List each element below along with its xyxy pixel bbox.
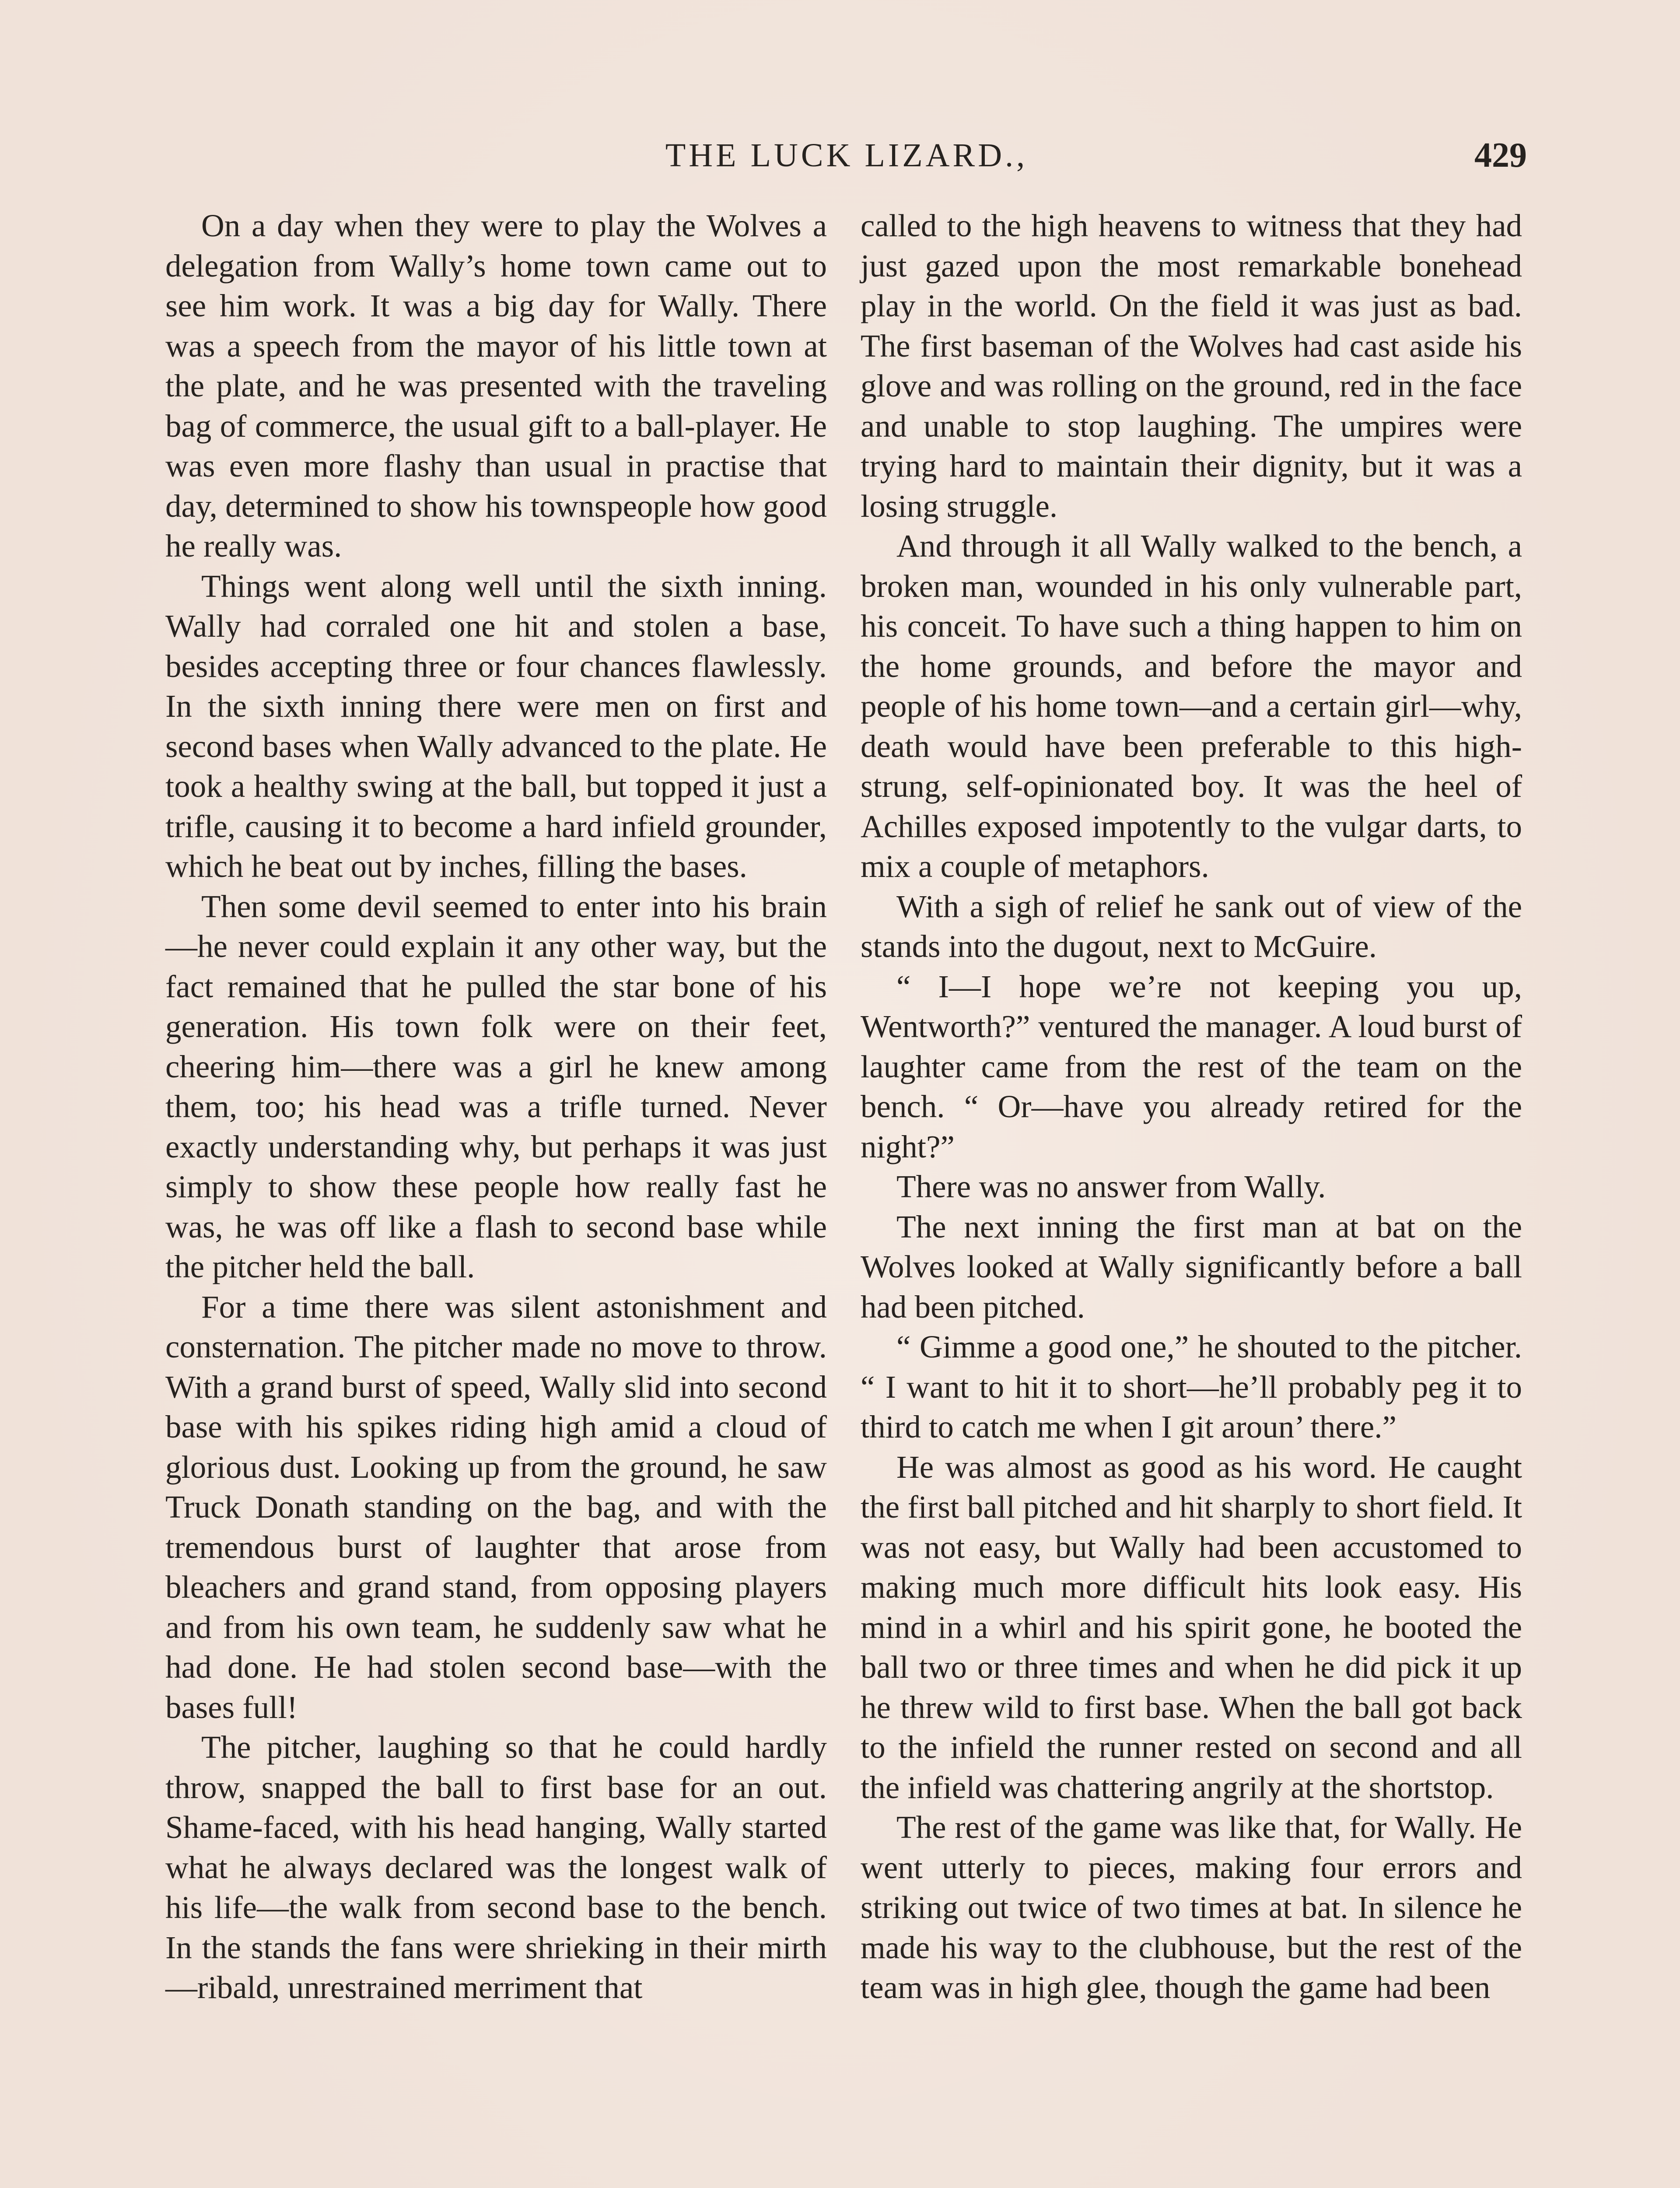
paragraph: There was no answer from Wally. — [896, 1169, 1326, 1204]
paragraph: Then some devil seemed to enter into his brain—he never could explain it any other way, but the fact remained that he pulled the star bone of his generation. His town folk were on their feet, cheering him—there was a girl he knew among them, too; his head was a trifle turned. Never exactly understanding why, but perhaps it was just simply to show these people how really fast he was, he was off like a flash to second base while the pitcher held the ball. — [165, 888, 827, 1284]
paragraph: The rest of the game was like that, for Wally. He went utterly to pieces, making four errors and striking out twice of two times at bat. In silence he made his way to the clubhouse, but the rest of the team was in high glee, though the game had been — [861, 1809, 1522, 2005]
paragraph: “ Gimme a good one,” he shouted to the pitcher. “ I want to hit it to short—he’ll probably peg it to third to catch me when I git aroun’ there.” — [861, 1329, 1522, 1445]
paragraph-continued: called to the high heavens to witness that they had just gazed upon the most remarkable bonehead play in the world. On the field it was just as bad. The first baseman of the Wolves had cast aside his glove and was rolling on the ground, red in the face and unable to stop laughing. The umpires were trying hard to maintain their dignity, but it was a losing struggle. — [861, 208, 1522, 524]
paragraph: On a day when they were to play the Wolves a delegation from Wally’s home town came out to see him work. It was a big day for Wally. There was a speech from the mayor of his little town at the plate, and he was presented with the traveling bag of commerce, the usual gift to a ball-player. He was even more flashy than usual in practise that day, determined to show his townspeople how good he really was. — [165, 208, 827, 564]
paragraph: For a time there was silent astonishment and consternation. The pitcher made no move to throw. With a grand burst of speed, Wally slid into second base with his spikes riding high amid a cloud of glorious dust. Looking up from the ground, he saw Truck Donath standing on the bag, and with the tremendous burst of laughter that arose from bleachers and grand stand, from opposing players and from his own team, he suddenly saw what he had done. He had stolen second base—with the bases full! — [165, 1289, 827, 1725]
running-title: THE LUCK LIZARD., — [665, 137, 1028, 174]
right-column — [861, 206, 1522, 2008]
paragraph: With a sigh of relief he sank out of view of the stands into the dugout, next to McGuire. — [861, 888, 1522, 964]
page-number: 429 — [1474, 136, 1527, 175]
paragraph: “ I—I hope we’re not keeping you up, Wentworth?” ventured the manager. A loud burst of laughter came from the rest of the team on the bench. “ Or—have you already retired for the night?” — [861, 968, 1522, 1164]
paragraph: Things went along well until the sixth inning. Wally had corraled one hit and stolen a base, besides accepting three or four chances flawlessly. In the sixth inning there were men on first and second bases when Wally advanced to the plate. He took a healthy swing at the ball, but topped it just a trifle, causing it to become a hard infield grounder, which he beat out by inches, filling the bases. — [165, 568, 827, 884]
left-column — [165, 206, 827, 2008]
paragraph: He was almost as good as his word. He caught the first ball pitched and hit sharply to short field. It was not easy, but Wally had been accustomed to making much more difficult hits look easy. His mind in a whirl and his spirit gone, he booted the ball two or three times and when he did pick it up he threw wild to first base. When the ball got back to the infield the runner rested on second and all the infield was chattering angrily at the shortstop. — [861, 1449, 1522, 1805]
running-head — [166, 131, 1527, 179]
paragraph: The next inning the first man at bat on the Wolves looked at Wally significantly before a ball had been pitched. — [861, 1209, 1522, 1325]
paragraph: And through it all Wally walked to the bench, a broken man, wounded in his only vulnerable part, his conceit. To have such a thing happen to him on the home grounds, and before the mayor and people of his home town—and a certain girl—why, death would have been preferable to this high-strung, self-opinionated boy. It was the heel of Achilles exposed impotently to the vulgar darts, to mix a couple of metaphors. — [861, 528, 1522, 884]
paragraph: The pitcher, laughing so that he could hardly throw, snapped the ball to first base for an out. Shame-faced, with his head hanging, Wally started what he always declared was the longest walk of his life—the walk from second base to the bench. In the stands the fans were shrieking in their mirth—ribald, unrestrained merriment that — [165, 1729, 827, 2005]
